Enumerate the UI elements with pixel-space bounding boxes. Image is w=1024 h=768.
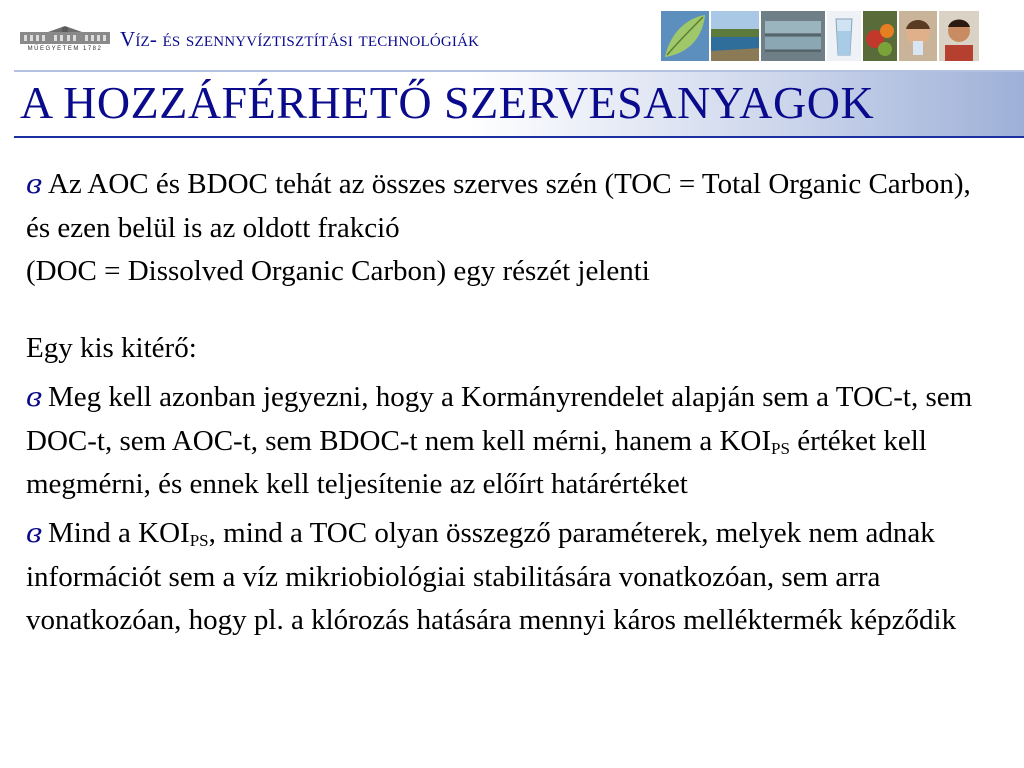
paragraph-text: (DOC = Dissolved Organic Carbon) egy részét jelenti xyxy=(26,255,650,287)
paragraph-text: Meg kell azonban jegyezni, hogy a Kormányrendelet alapján sem a TOC-t, sem DOC-t, sem AOC-t, sem BDOC-t nem kell mérni, hanem a KOI xyxy=(26,381,973,457)
child-eating-image xyxy=(939,11,979,61)
paragraph-aggregate-params xyxy=(26,512,976,642)
paragraph-text: Az AOC és BDOC tehát az összes szerves szén (TOC = Total Organic Carbon), és ezen belül is az oldott frakció xyxy=(26,168,971,244)
subscript: PS xyxy=(771,439,790,458)
course-title: Víz- és szennyvíztisztítási technológiák xyxy=(120,27,480,51)
bullet-icon: ɞ xyxy=(26,519,42,549)
water-glass-image xyxy=(827,11,861,61)
title-band xyxy=(14,70,1024,138)
subscript: PS xyxy=(189,531,209,550)
slide-header xyxy=(0,0,1024,68)
bullet-icon: ɞ xyxy=(26,383,42,413)
header-photo-strip xyxy=(661,11,979,61)
child-drinking-image xyxy=(899,11,937,61)
university-logo xyxy=(18,26,112,50)
leaf-drop-image xyxy=(661,11,709,61)
aside-text: Egy kis kitérő: xyxy=(26,332,197,364)
paragraph-text: értéket kell megmérni, és ennek kell teljesítenie az előírt határértéket xyxy=(26,425,927,500)
paragraph-text: Mind a KOI xyxy=(47,517,190,549)
logo-text: MŰEGYETEM 1782 xyxy=(27,46,103,52)
water-plant-image xyxy=(761,11,825,61)
aside-label xyxy=(26,327,976,370)
paragraph-text: , mind a TOC olyan összegző paraméterek, melyek nem adnak információt sem a víz mikriobiológiai stabilitására vonatkozóan, sem arra vonatkozóan, hogy pl. a klórozás hatására mennyi káros melléktermék képződik xyxy=(26,517,957,636)
bullet-icon: ɞ xyxy=(26,170,42,200)
paragraph-aoc-bdoc xyxy=(26,163,976,293)
paragraph-koi-regulation xyxy=(26,376,976,506)
lake-image xyxy=(711,11,759,61)
page-title: A HOZZÁFÉRHETŐ SZERVESANYAGOK xyxy=(20,77,875,128)
vegetables-image xyxy=(863,11,897,61)
building-icon xyxy=(18,26,112,46)
slide-body xyxy=(26,163,976,642)
